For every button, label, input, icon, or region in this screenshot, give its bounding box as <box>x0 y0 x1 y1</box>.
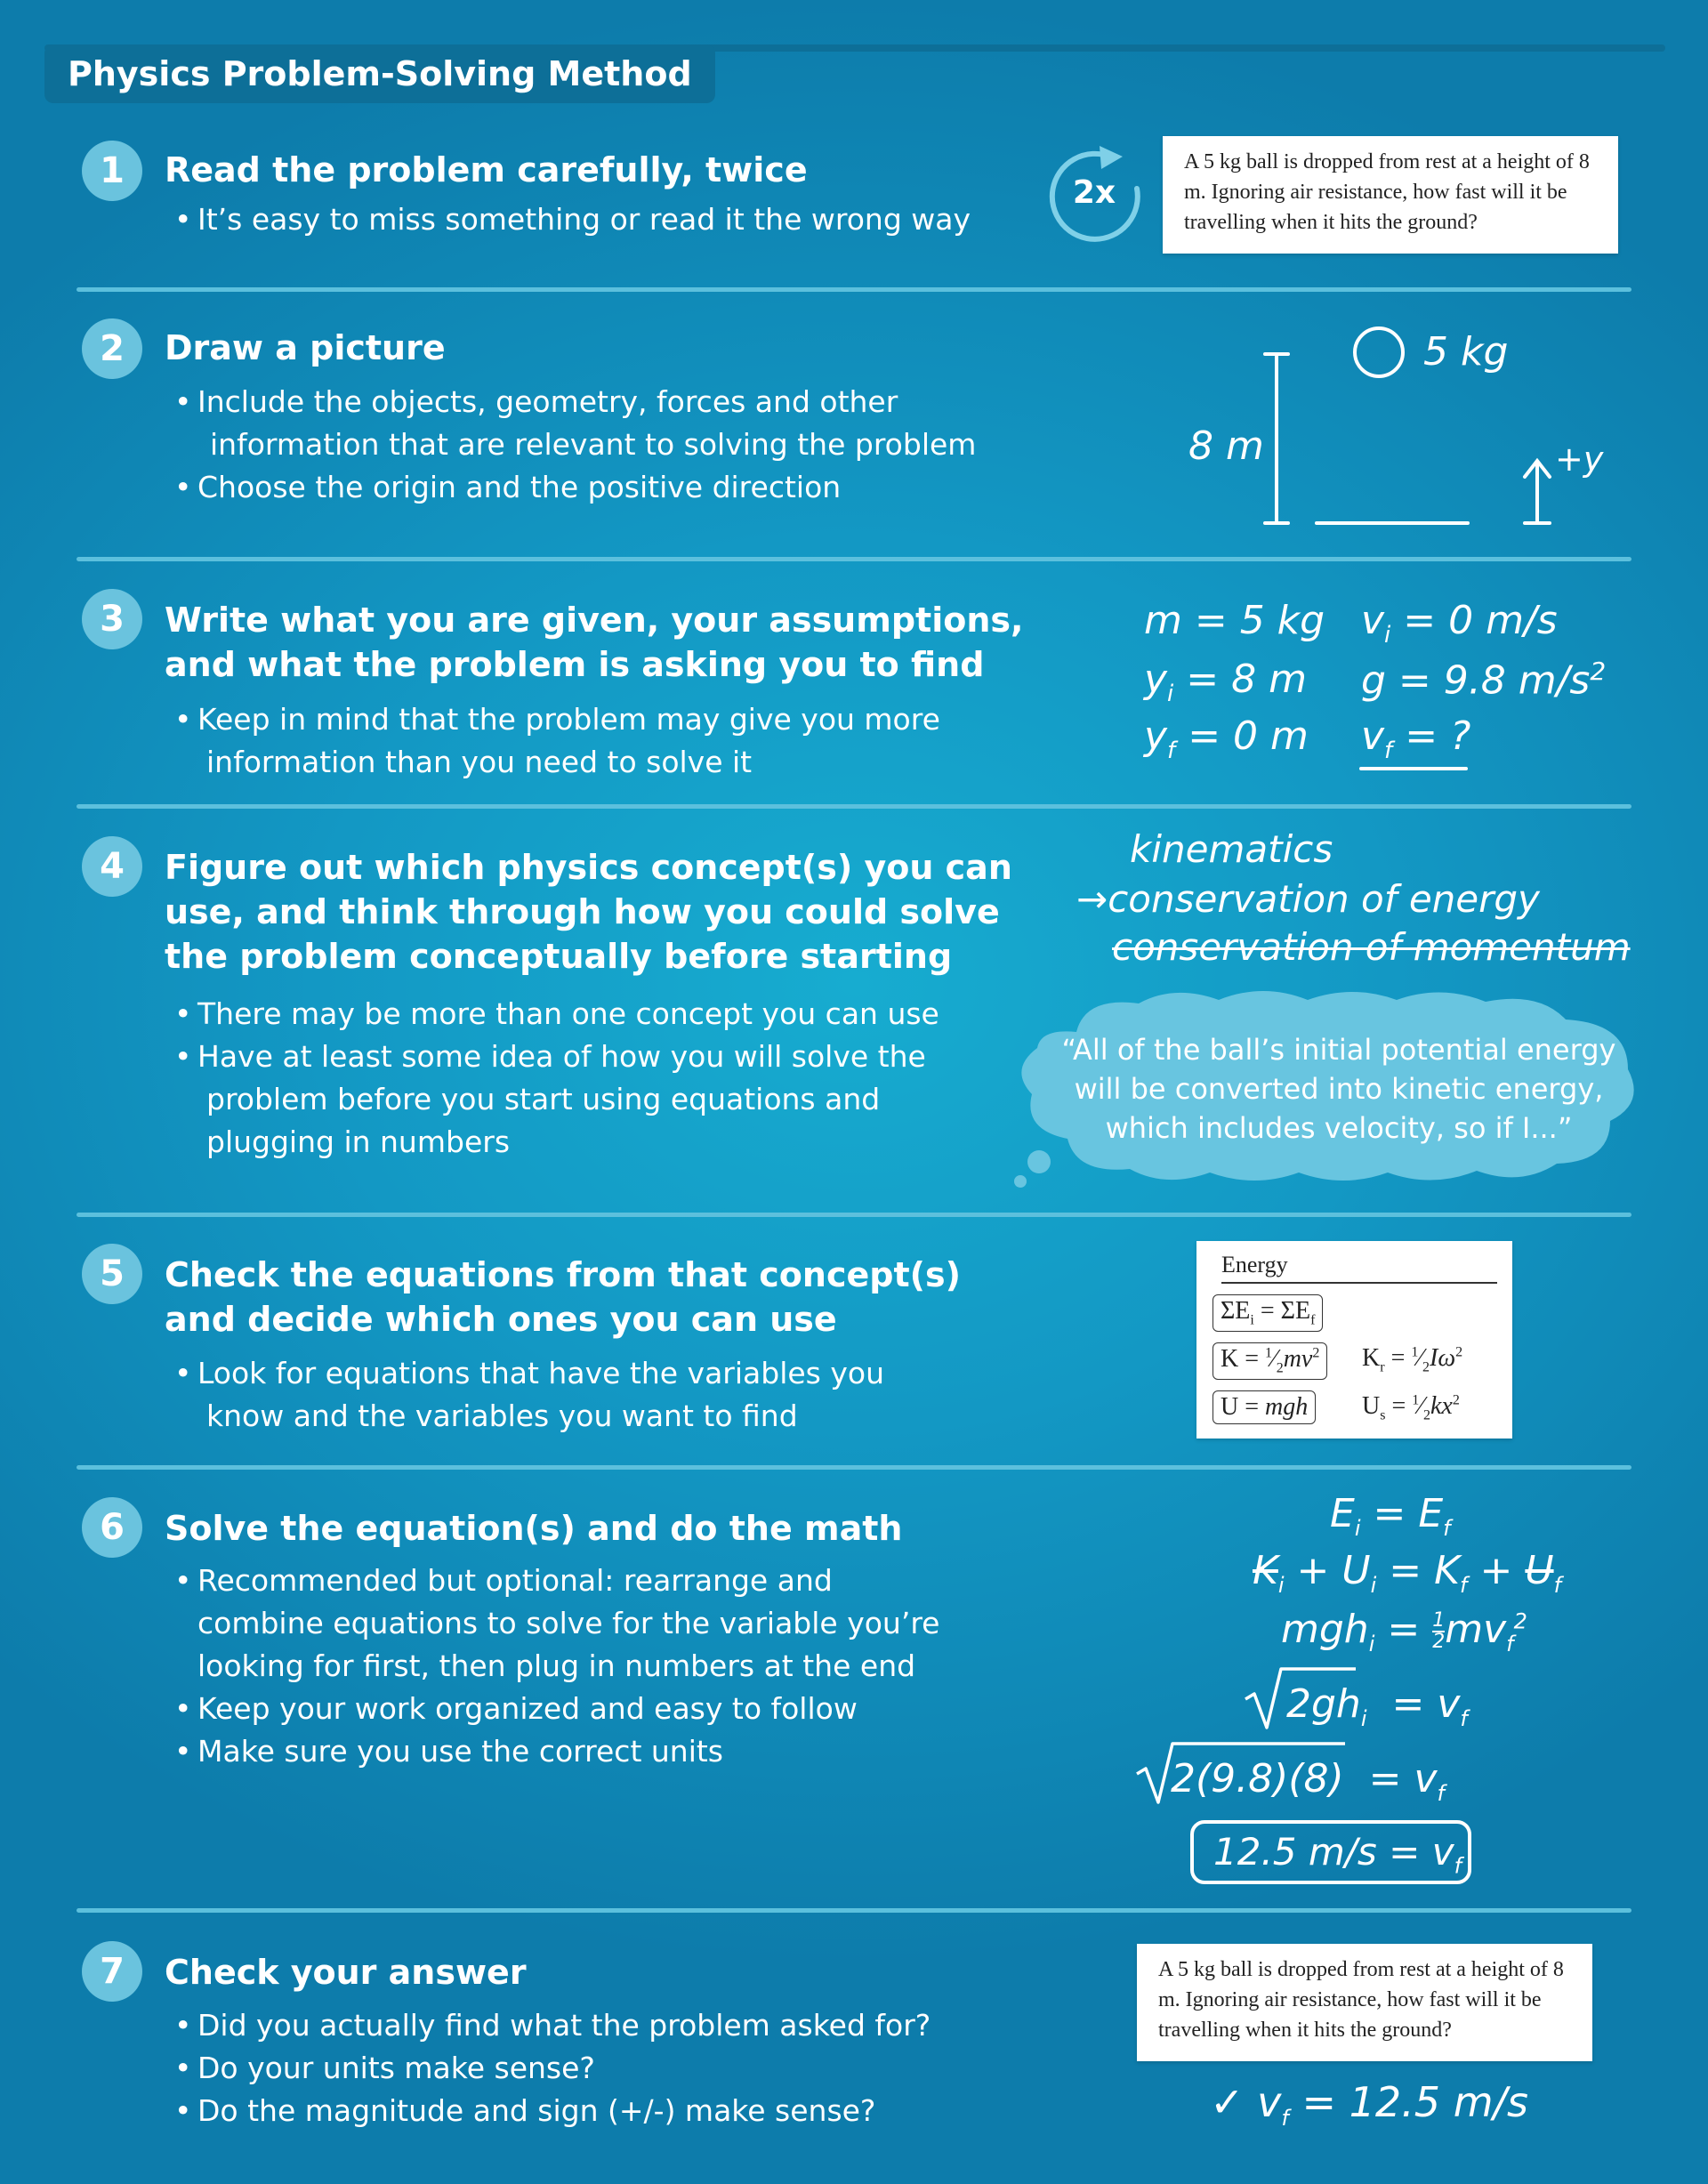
equation-potential: U = mgh <box>1213 1390 1316 1424</box>
equation-card <box>1196 1241 1512 1439</box>
boxed-answer: 12.5 $m/s = v_f$ <box>1190 1820 1471 1884</box>
given-g: g = 9.8 $m/s^2$ <box>1361 657 1607 704</box>
step-heading: Check the equations from that concept(s) and decide which ones you can use <box>165 1255 961 1339</box>
divider <box>77 804 1631 809</box>
problem-card: A 5 kg ball is dropped from rest at a height of 8 m. Ignoring air resistance, how fast will it be travelling when it hits the ground? <box>1163 136 1618 254</box>
bullet-item: • Do the magnitude and sign (+/-) make sense? <box>174 2090 931 2132</box>
step-bullets <box>174 198 971 241</box>
bullet-item: • Include the objects, geometry, forces and other information that are relevant to solving the problem <box>174 381 976 466</box>
mass-label: 5 kg <box>1423 329 1509 375</box>
final-answer: ✓ $v_f = 12.5$ m/s <box>1210 2078 1528 2132</box>
divider <box>77 1908 1631 1913</box>
step-heading: Draw a picture <box>165 328 446 367</box>
equation-rotational: $K_r$ = $^1⁄_2I\omega^2$ <box>1362 1344 1463 1375</box>
work-sqrt-formula: $2gh_i = v_f$ <box>1286 1681 1468 1731</box>
work-energy-terms: $K_i + U_i = K_f + U_f$ <box>1253 1548 1562 1598</box>
step-bullets <box>174 381 976 509</box>
step-number: 3 <box>82 589 142 649</box>
step-bullets <box>174 2004 931 2132</box>
bullet-item: • Did you actually find what the problem asked for? <box>174 2004 931 2047</box>
given-yi: $y_i = 8$ m <box>1144 657 1307 707</box>
step-heading: Read the problem carefully, twice <box>165 150 808 189</box>
concept-energy: →conservation of energy <box>1076 877 1540 921</box>
bullet-item: • Choose the origin and the positive direction <box>174 466 976 509</box>
repeat-label: 2x <box>1072 174 1116 211</box>
underline <box>1359 765 1470 774</box>
bullet-item: • Keep your work organized and easy to follow <box>174 1688 939 1730</box>
step-number: 5 <box>82 1244 142 1304</box>
divider <box>77 1465 1631 1470</box>
bullet-item: • Keep in mind that the problem may give you more information than you need to solve it <box>174 698 940 784</box>
divider <box>77 1213 1631 1217</box>
equation-spring: $U_s$ = $^1⁄_2kx^2$ <box>1362 1392 1460 1423</box>
card-rule <box>1221 1282 1497 1284</box>
equation-card-title: Energy <box>1221 1252 1288 1277</box>
step-number: 2 <box>82 318 142 379</box>
step-heading: Write what you are given, your assumptions, and what the problem is asking you to find <box>165 600 1024 684</box>
work-substitution: mgh$_i$ = $\frac{1}{2}$ $mv_f^2$ <box>1281 1607 1527 1656</box>
divider <box>77 287 1631 292</box>
bullet-item: • It’s easy to miss something or read it the wrong way <box>174 198 971 241</box>
page-title: Physics Problem-Solving Method <box>44 44 715 103</box>
equation-energy-sum: $\Sigma E_i = \Sigma E_f$ <box>1213 1294 1323 1332</box>
fraction-half: $\frac{1}{2}$ <box>1432 1609 1446 1653</box>
step-bullets <box>174 993 939 1164</box>
thought-bubble-text: “All of the ball’s initial potential energy will be converted into kinetic energy, which includes velocity, so if I...” <box>1061 1033 1616 1145</box>
bullet-item: • Make sure you use the correct units <box>174 1730 939 1773</box>
step-heading: Solve the equation(s) and do the math <box>165 1509 903 1548</box>
bullet-item: • Recommended but optional: rearrange and combine equations to solve for the variable you’re looking for first, then plug in numbers at the end <box>174 1559 939 1688</box>
step-number: 7 <box>82 1941 142 2002</box>
step-number: 4 <box>82 836 142 897</box>
axis-label: +y <box>1555 439 1604 479</box>
step-number: 6 <box>82 1497 142 1558</box>
divider <box>77 557 1631 561</box>
problem-card: A 5 kg ball is dropped from rest at a height of 8 m. Ignoring air resistance, how fast will it be travelling when it hits the ground? <box>1137 1944 1592 2061</box>
given-yf: $y_f = 0$ m <box>1144 713 1309 764</box>
bullet-item: • Have at least some idea of how you will solve the problem before you start using equations and plugging in numbers <box>174 1036 939 1164</box>
concept-momentum-crossed: conservation of momentum <box>1112 925 1631 969</box>
step-heading: Check your answer <box>165 1953 527 1992</box>
concept-kinematics: kinematics <box>1130 827 1333 871</box>
check-icon: ✓ <box>1210 2078 1245 2126</box>
given-mass: m = 5 kg <box>1144 598 1325 643</box>
step-bullets <box>174 1559 939 1773</box>
step-bullets <box>174 698 940 784</box>
given-vi: $v_i = 0$ m/s <box>1361 598 1558 649</box>
unknown-vf: $v_f$ = ? <box>1361 713 1471 764</box>
height-label: 8 m <box>1188 423 1264 469</box>
work-numeric: $2(9.8)(8) = v_f$ <box>1171 1756 1445 1806</box>
step-number: 1 <box>82 141 142 201</box>
work-energy-equation: $E_i = E_f$ <box>1330 1491 1451 1541</box>
bullet-item: • There may be more than one concept you can use <box>174 993 939 1036</box>
equation-kinetic: $K = ^1⁄_2mv^2$ <box>1213 1342 1327 1380</box>
bullet-item: • Look for equations that have the variables you know and the variables you want to find <box>174 1352 884 1438</box>
bullet-item: • Do your units make sense? <box>174 2047 931 2090</box>
step-heading: Figure out which physics concept(s) you can use, and think through how you could solve the problem conceptually before starting <box>165 848 1012 976</box>
step-bullets <box>174 1352 884 1438</box>
